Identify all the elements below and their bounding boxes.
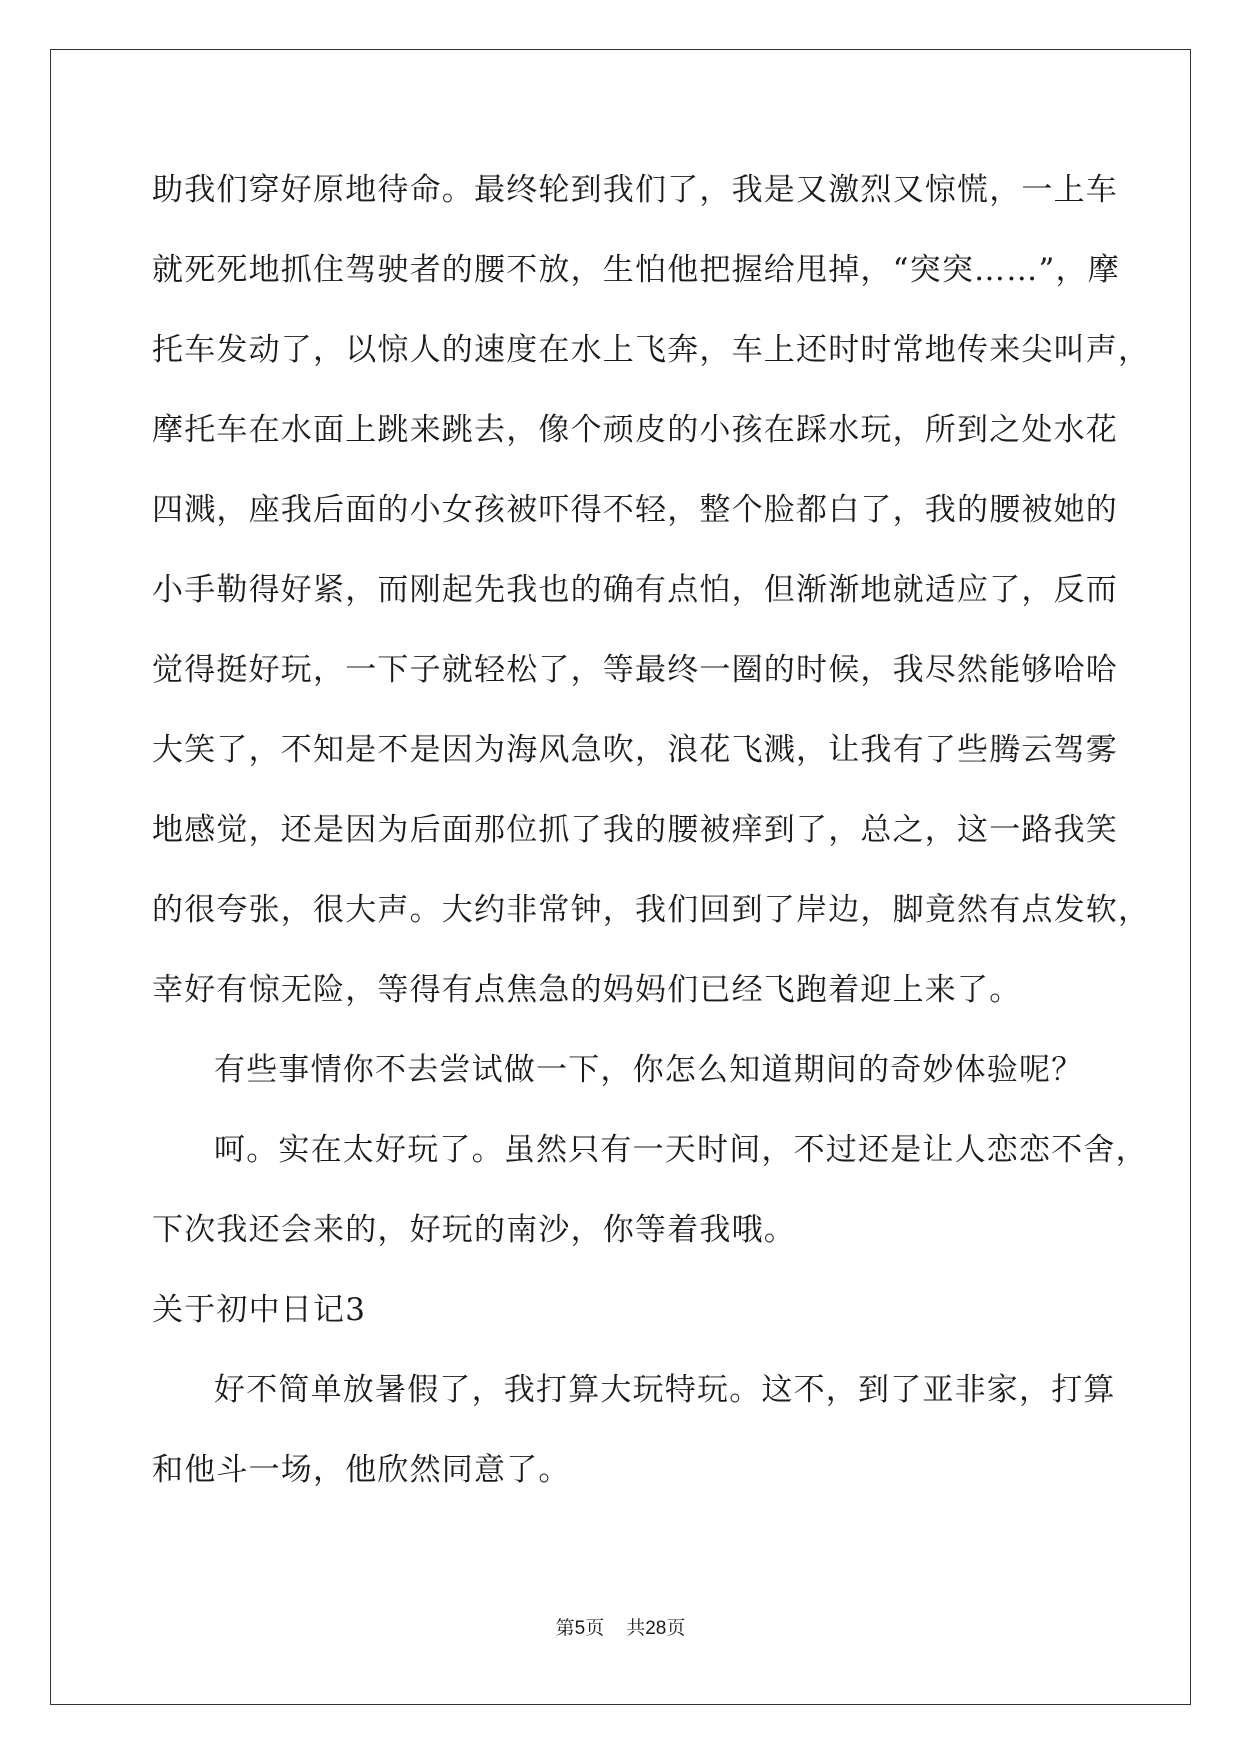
text-line: 助我们穿好原地待命。最终轮到我们了，我是又激烈又惊慌，一上车 bbox=[152, 172, 1118, 208]
text-line: 摩托车在水面上跳来跳去，像个顽皮的小孩在踩水玩，所到之处水花 bbox=[152, 412, 1118, 448]
text-line: 就死死地抓住驾驶者的腰不放，生怕他把握给甩掉，“突突……”，摩 bbox=[152, 252, 1120, 288]
text-line: 托车发动了，以惊人的速度在水上飞奔，车上还时时常地传来尖叫声， bbox=[152, 332, 1151, 368]
paragraph-first-line: 好不简单放暑假了，我打算大玩特玩。这不，到了亚非家，打算 bbox=[214, 1372, 1116, 1408]
paragraph-first-line: 有些事情你不去尝试做一下，你怎么知道期间的奇妙体验呢？ bbox=[214, 1052, 1084, 1088]
page-suffix: 页 bbox=[585, 1617, 605, 1639]
text-line: 地感觉，还是因为后面那位抓了我的腰被痒到了，总之，这一路我笑 bbox=[152, 812, 1118, 848]
total-suffix: 页 bbox=[666, 1617, 686, 1639]
paragraph-first-line: 呵。实在太好玩了。虽然只有一天时间，不过还是让人恋恋不舍， bbox=[214, 1132, 1148, 1168]
section-heading: 关于初中日记3 bbox=[152, 1292, 367, 1328]
page-current: 5 bbox=[574, 1618, 586, 1639]
text-line: 大笑了，不知是不是因为海风急吹，浪花飞溅，让我有了些腾云驾雾 bbox=[152, 732, 1118, 768]
text-line: 的很夸张，很大声。大约非常钟，我们回到了岸边，脚竟然有点发软， bbox=[152, 892, 1151, 928]
text-line: 和他斗一场，他欣然同意了。 bbox=[152, 1452, 571, 1488]
page-footer bbox=[0, 1613, 1241, 1640]
text-line: 小手勒得好紧，而刚起先我也的确有点怕，但渐渐地就适应了，反而 bbox=[152, 572, 1118, 608]
text-line: 四溅，座我后面的小女孩被吓得不轻，整个脸都白了，我的腰被她的 bbox=[152, 492, 1118, 528]
text-line: 下次我还会来的，好玩的南沙，你等着我哦。 bbox=[152, 1212, 796, 1248]
page-total: 28 bbox=[645, 1618, 667, 1639]
text-line: 觉得挺好玩，一下子就轻松了，等最终一圈的时候，我尽然能够哈哈 bbox=[152, 652, 1118, 688]
page-prefix: 第 bbox=[555, 1617, 575, 1639]
document-body bbox=[152, 158, 1151, 1518]
total-prefix: 共 bbox=[626, 1617, 646, 1639]
text-line: 幸好有惊无险，等得有点焦急的妈妈们已经飞跑着迎上来了。 bbox=[152, 972, 1022, 1008]
